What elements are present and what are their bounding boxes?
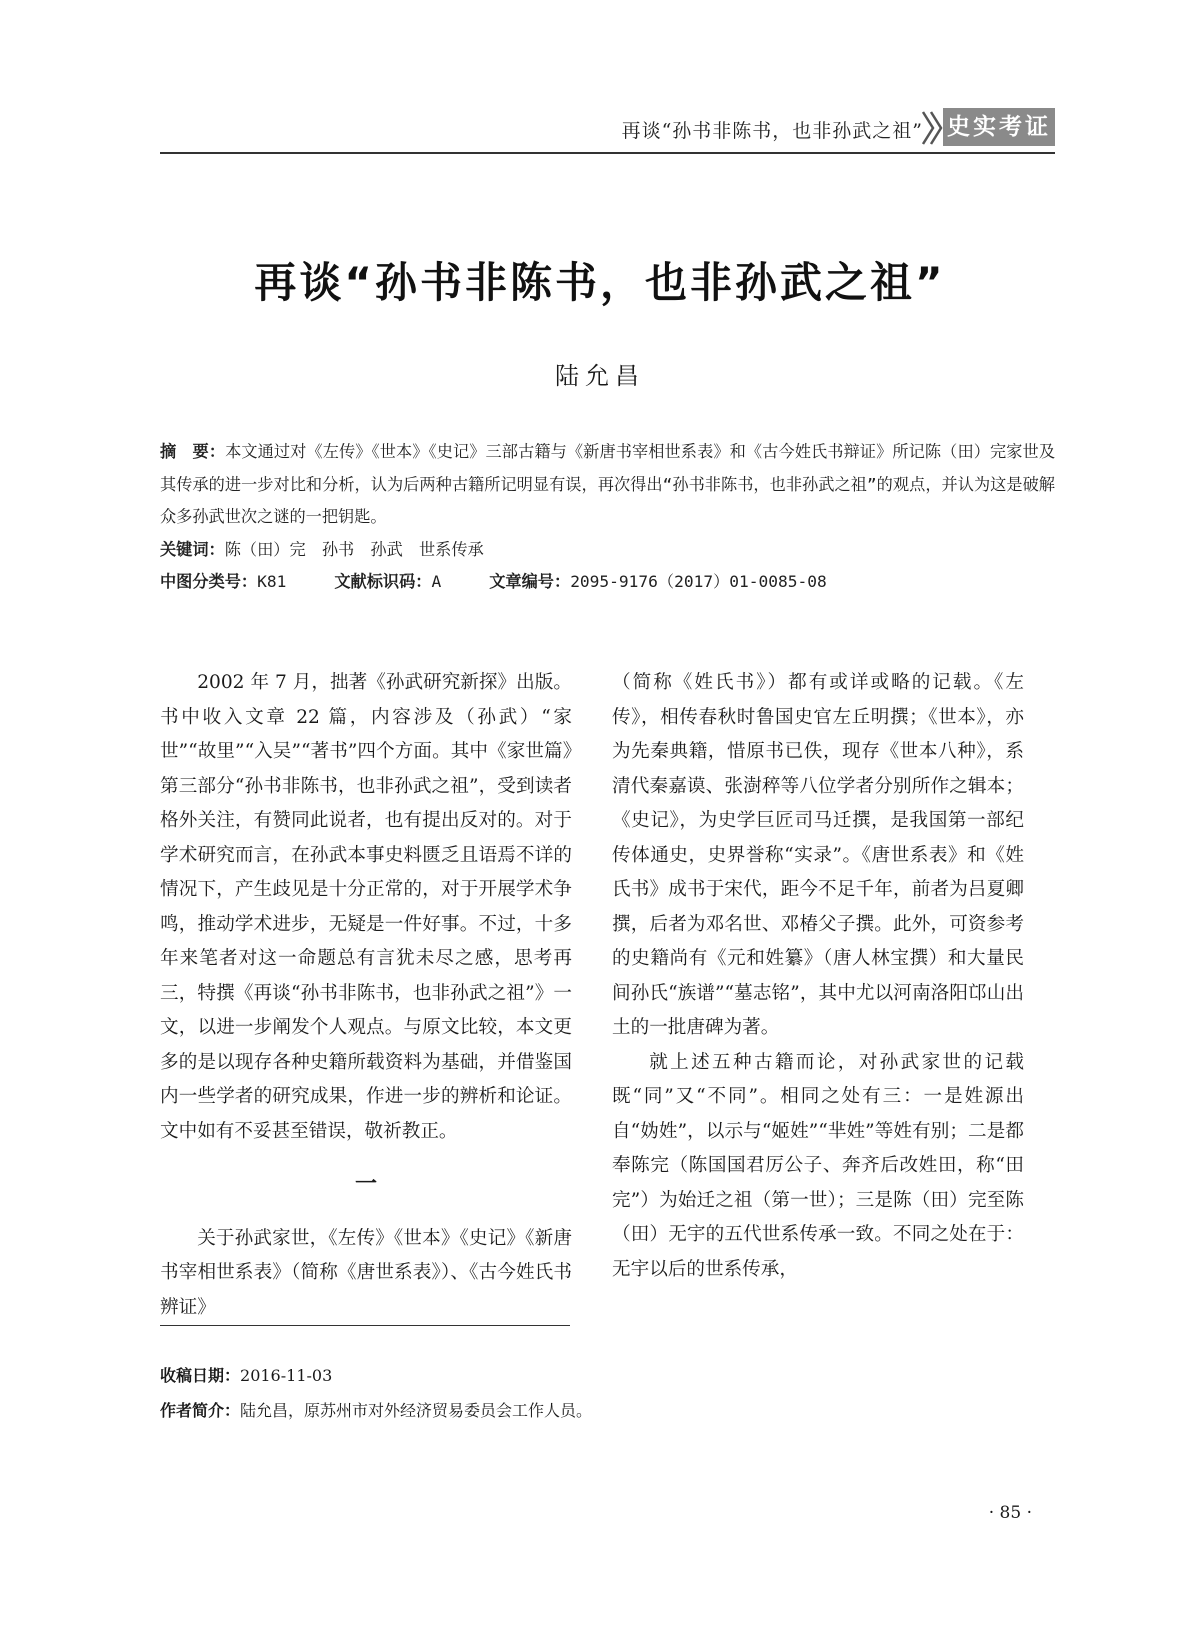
doc-code-label: 文献标识码： <box>334 572 432 591</box>
received-value: 2016-11-03 <box>240 1366 333 1385</box>
chevron-right-icon <box>921 110 943 146</box>
received-label: 收稿日期： <box>160 1366 241 1385</box>
article-no-label: 文章编号： <box>489 572 571 591</box>
keywords: 陈（田）完 孙书 孙武 世系传承 <box>224 539 484 559</box>
article-title: 再谈“孙书非陈书，也非孙武之祖” <box>254 258 946 308</box>
clc-value: K81 <box>257 572 287 591</box>
keywords-label: 关键词： <box>160 539 225 559</box>
body-paragraph-1: 2002 年 7 月，拙著《孙武研究新探》出版。书中收入文章 22 篇，内容涉及（孙武）“家世”“故里”“入吴”“著书”四个方面。其中《家世篇》第三部分“孙书非陈书，也非孙武之祖”，受到读者格外关注，有赞同此说者，也有提出反对的。对于学术研究而言，在孙武本事史料匮乏且语焉不详的情况下，产生歧见是十分正常的，对于开展学术争鸣，推动学术进步，无疑是一件好事。不过，十多年来笔者对这一命题总有言犹未尽之感，思考再三，特撰《再谈“孙书非陈书，也非孙武之祖”》一文，以进一步阐发个人观点。与原文比较，本文更多的是以现存各种史籍所载资料为基础，并借鉴国内一些学者的研究成果，作进一步的辨析和论证。文中如有不妥甚至错误，敬祈教正。 <box>160 672 572 1142</box>
right-column <box>612 666 1024 1287</box>
running-title: 再谈“孙书非陈书，也非孙武之祖” <box>621 120 923 142</box>
bio-value: 陆允昌，原苏州市对外经济贸易委员会工作人员。 <box>240 1401 593 1420</box>
abstract-text: 本文通过对《左传》《世本》《史记》三部古籍与《新唐书宰相世系表》和《古今姓氏书辩证》所记陈（田）完家世及其传承的进一步对比和分析，认为后两种古籍所记明显有误，再次得出“孙书非陈书，也非孙武之祖”的观点，并认为这是破解众多孙武世次之谜的一把钥匙。 <box>160 442 1056 526</box>
article-no-value: 2095-9176（2017）01-0085-08 <box>570 572 827 591</box>
abstract <box>160 436 1055 534</box>
clc-label: 中图分类号： <box>160 572 258 591</box>
footnote-divider <box>160 1325 570 1326</box>
body-paragraph-3: 就上述五种古籍而论，对孙武家世的记载既“同”又“不同”。相同之处有三：一是姓源出自“妫姓”，以示与“姬姓”“芈姓”等姓有别；二是都奉陈完（陈国国君厉公子、奔齐后改姓田，称“田完”）为始迁之祖（第一世）；三是陈（田）完至陈（田）无宇的五代世系传承一致。不同之处在于：无宇以后的世系传承， <box>612 1051 1024 1280</box>
left-column <box>160 666 572 1325</box>
page-number: · 85 · <box>988 1503 1032 1523</box>
author-bio <box>160 1393 1055 1428</box>
abstract-label: 摘 要： <box>160 442 226 461</box>
section-number: 一 <box>354 1171 377 1197</box>
article-author: 陆允昌 <box>555 362 645 390</box>
bio-label: 作者简介： <box>160 1401 241 1420</box>
received-date <box>160 1358 1055 1393</box>
footnotes <box>160 1358 1055 1428</box>
keywords-line <box>160 534 1055 567</box>
doc-code-value: A <box>431 572 442 591</box>
body-paragraph-2-continued: （简称《姓氏书》）都有或详或略的记载。《左传》，相传春秋时鲁国史官左丘明撰；《世本》，亦为先秦典籍，惜原书已佚，现存《世本八种》，系清代秦嘉谟、张澍稡等八位学者分别所作之辑本；《史记》，为史学巨匠司马迁撰，是我国第一部纪传体通史，史界誉称“实录”。《唐世系表》和《姓氏书》成书于宋代，距今不足千年，前者为吕夏卿撰，后者为邓名世、邓椿父子撰。此外，可资参考的史籍尚有《元和姓纂》（唐人林宝撰）和大量民间孙氏“族谱”“墓志铭”，其中尤以河南洛阳邙山出土的一批唐碑为著。 <box>612 672 1024 1038</box>
body-paragraph-2: 关于孙武家世，《左传》《世本》《史记》《新唐书宰相世系表》（简称《唐世系表》）、《古今姓氏书辨证》 <box>160 1227 572 1318</box>
classification-line <box>160 566 1055 599</box>
section-tag: 史实考证 <box>943 108 1055 146</box>
abstract-block <box>160 436 1055 599</box>
running-header <box>160 104 1055 154</box>
